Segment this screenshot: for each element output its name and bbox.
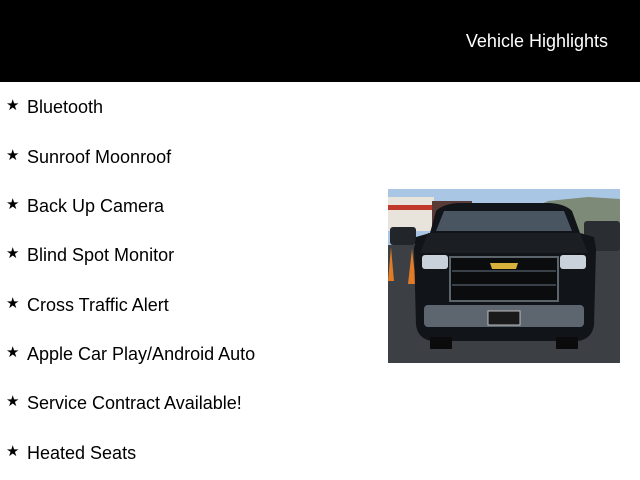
star-icon: ★ (6, 147, 20, 164)
parked-car (390, 227, 416, 245)
feature-label: Service Contract Available! (27, 393, 242, 413)
star-icon: ★ (6, 97, 20, 114)
feature-item (6, 191, 164, 221)
header-bar (0, 0, 640, 82)
feature-label: Heated Seats (27, 443, 137, 463)
headlight (560, 255, 586, 269)
feature-label: Apple Car Play/Android Auto (27, 344, 256, 364)
star-icon: ★ (6, 196, 20, 213)
page-title: Vehicle Highlights (465, 31, 608, 51)
bowtie-icon (490, 263, 518, 269)
feature-label: Blind Spot Monitor (27, 245, 175, 265)
star-icon: ★ (6, 344, 20, 361)
star-icon: ★ (6, 295, 20, 312)
feature-label: Cross Traffic Alert (27, 295, 169, 315)
feature-label: Back Up Camera (27, 196, 165, 216)
windshield (436, 211, 572, 231)
building-stripe (388, 205, 434, 210)
star-icon: ★ (6, 393, 20, 410)
feature-item (6, 142, 171, 172)
feature-item (6, 388, 242, 418)
feature-item (6, 438, 136, 468)
feature-label: Bluetooth (27, 97, 104, 117)
feature-item (6, 339, 255, 369)
tire (556, 337, 578, 349)
vehicle-photo (388, 189, 620, 363)
license-plate (488, 311, 520, 325)
building (388, 197, 434, 231)
feature-label: Sunroof Moonroof (27, 147, 172, 167)
headlight (422, 255, 448, 269)
truck-illustration (388, 189, 620, 363)
tire (430, 337, 452, 349)
star-icon: ★ (6, 245, 20, 262)
feature-item (6, 290, 169, 320)
feature-item (6, 92, 103, 122)
feature-item (6, 240, 174, 270)
star-icon: ★ (6, 443, 20, 460)
hood (420, 233, 588, 253)
